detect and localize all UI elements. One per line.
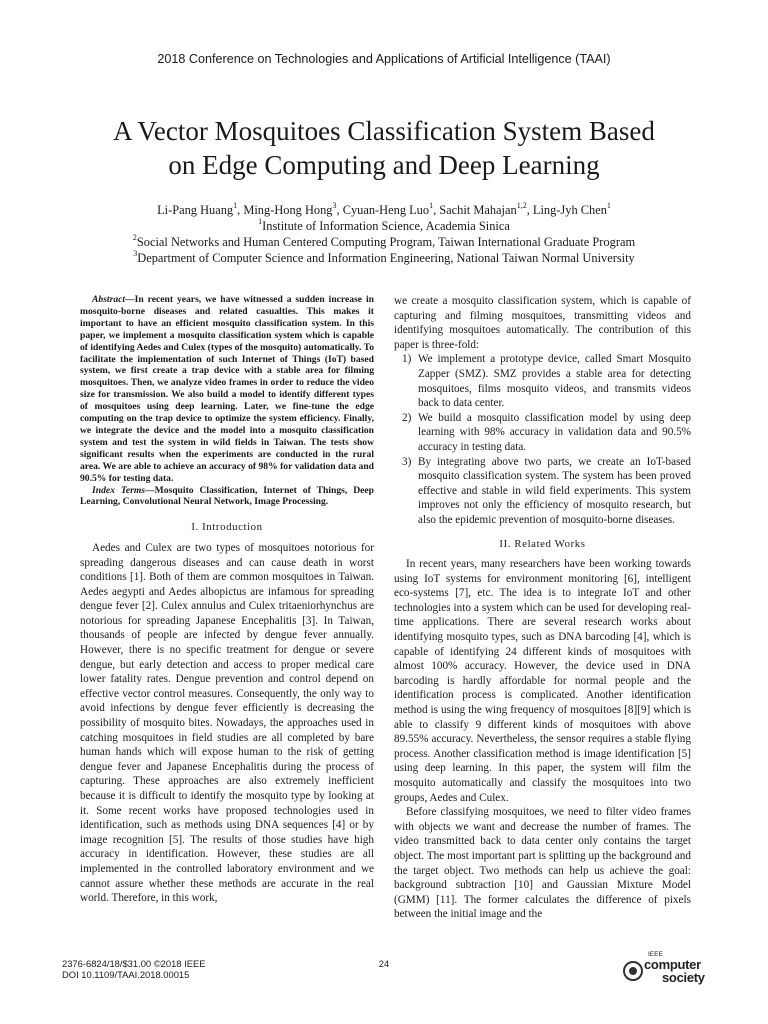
section-heading-related-works: II. Related Works <box>499 537 586 550</box>
affiliation-mark: 1 <box>258 216 263 226</box>
logo-ieee-text: IEEE <box>648 951 663 958</box>
list-number: 3) <box>402 455 412 468</box>
author-affiliation-mark: 1,2 <box>516 200 527 210</box>
affiliation <box>40 218 728 234</box>
abstract <box>80 294 374 485</box>
list-number: 1) <box>402 353 412 366</box>
list-item <box>394 455 691 528</box>
title-line-1: A Vector Mosquitoes Classification System Based <box>113 116 655 146</box>
related-works-paragraph: In recent years, many researchers have been working towards using IoT systems for environment monitoring [6], intelligent eco-systems [7], etc. The idea is to integrate IoT and other technologies into a system which can be used for developing real-time applications. There are several research works about identifying mosquito types, such as DNA barcoding [4], which is capable of identifying 24 different kinds of mosquitoes with almost 100% accuracy. However, the device used in DNA barcoding is hardly affordable for normal people and the identification process is complicated. Another identification method is using the wing frequency of mosquitoes [8][9] which is able to classify 9 different kinds of mosquitoes with above 89.55% accuracy. Nevertheless, the sensor requires a stable flying process. Another classification method is image identification [5] using deep learning. In this paper, the system will film the mosquito automatically and classify the mosquitoes into two groups, Aedes and Culex. <box>394 558 691 804</box>
author-affiliation-mark: 3 <box>332 200 337 210</box>
affiliation <box>40 250 728 266</box>
list-number: 2) <box>402 411 412 424</box>
list-item <box>394 411 691 455</box>
author-list: Li-Pang Huang$^1$, Ming-Hong Hong$^3$, Cyuan-Heng Luo$^1$, Sachit Mahajan$^{1,2}$, Ling-Jyh Chen$^1$ <box>157 200 611 217</box>
list-item-text: We implement a prototype device, called Smart Mosquito Zapper (SMZ). SMZ provides a stable area for detecting mosquitoes, films mosquito videos, and transmits videos back to data center. <box>418 353 691 410</box>
affiliation-text: Institute of Information Science, Academia Sinica <box>262 219 510 233</box>
list-item-text: We build a mosquito classification model by using deep learning with 98% accuracy in validation data and 90.5% accuracy in testing data. <box>418 411 691 453</box>
copyright-line: 2376-6824/18/$31.00 ©2018 IEEE <box>62 958 206 969</box>
logo-society-text: society <box>662 970 705 985</box>
doi-line: DOI 10.1109/TAAI.2018.00015 <box>62 969 190 980</box>
author-name: Ling-Jyh Chen <box>532 203 607 217</box>
affiliation-mark: 3 <box>133 248 138 258</box>
author-block <box>40 202 728 266</box>
author-name: Li-Pang Huang <box>157 203 234 217</box>
list-item-text: By integrating above two parts, we create an IoT-based mosquito classification system. The system has been proved effective and stable in wild field experiments. This system improves not only the efficiency of mosquito research, but also the epidemic prevention of mosquito-borne diseases. <box>418 455 691 526</box>
affiliation-text: Department of Computer Science and Information Engineering, National Taiwan Normal University <box>137 251 635 265</box>
page-number: 24 <box>378 958 390 969</box>
affiliation-mark: 2 <box>132 232 137 242</box>
contribution-list <box>394 352 691 527</box>
ieee-computer-society-logo <box>622 951 708 989</box>
author-name: Cyuan-Heng Luo <box>342 203 430 217</box>
paper-title <box>40 114 728 182</box>
index-terms-label: Index Terms <box>92 484 146 496</box>
index-terms-text: —Mosquito Classification, Internet of Things, Deep Learning, Convolutional Neural Network, Image Processing. <box>80 484 374 508</box>
author-affiliation-mark: 1 <box>606 200 611 210</box>
logo-computer-text: computer <box>644 957 701 972</box>
left-column <box>80 294 374 906</box>
conference-header: 2018 Conference on Technologies and Applications of Artificial Intelligence (TAAI) <box>157 52 611 66</box>
author-affiliation-mark: 1 <box>233 200 238 210</box>
contribution-intro: we create a mosquito classification system, which is capable of capturing and filming mosquitoes, transmitting videos and identifying mosquitoes automatically. The contribution of this paper is three-fold: <box>394 295 691 351</box>
author-affiliation-mark: 1 <box>429 200 434 210</box>
affiliation-text: Social Networks and Human Centered Computing Program, Taiwan International Graduate Program <box>136 235 636 249</box>
affiliation <box>40 234 728 250</box>
title-line-2: on Edge Computing and Deep Learning <box>168 150 600 180</box>
abstract-label: Abstract <box>92 294 126 305</box>
list-item <box>394 352 691 410</box>
right-column <box>394 294 691 922</box>
section-heading-introduction: I. Introduction <box>191 521 263 534</box>
author-name: Ming-Hong Hong <box>243 203 333 217</box>
author-name: Sachit Mahajan <box>439 203 517 217</box>
introduction-paragraph: Aedes and Culex are two types of mosquitoes notorious for spreading dangerous diseases and can cause death in worst conditions [1]. Both of them are common mosquitoes in Taiwan. Aedes aegypti and Aedes albopictus are infamous for spreading dengue fever [2]. Culex annulus and Culex tritaeniorhynchus are notorious for spreading Japanese Encephalitis [3]. In Taiwan, thousands of people are infected by dengue fever annually. However, there is no specific treatment for dengue or severe dengue, but early detection and access to proper medical care lower fatality rates. Dengue prevention and control depend on effective vector control measures. Consequently, the only way to avoid infections by dengue fever efficiently is decreasing the possibility of mosquito bites. Nowadays, the approaches used in catching mosquitoes in field studies are all completed by bare human hands which will expose human to the risk of getting dengue fever and Japanese Encephalitis during the process of capturing. These approaches are also extremely inefficient because it is difficult to identify the mosquito type by looking at it. Some recent works have proposed technologies used in identification, such as methods using DNA sequences [4] or by image recognition [5]. The results of those studies have high accuracy in identification. However, these studies are all implemented in the controlled laboratory environment and we cannot assure whether these methods are accurate in the real world. Therefore, in this work, <box>80 541 374 905</box>
abstract-text: —In recent years, we have witnessed a sudden increase in mosquito-borne diseases and related casualties. This makes it important to have an efficient mosquito classification system. In this paper, we implement a mosquito classification system which is capable of identifying Aedes and Culex (types of the mosquito) automatically. To facilitate the implementation of such Internet of Things (IoT) based system, we first create a trap device with a stable area for filming mosquitoes. Then, we analyze video frames in order to reduce the video size for transmission. We also build a model to identify different types of mosquitoes using deep learning. Later, we fine-tune the edge computing on the trap device to optimize the system efficiency. Finally, we integrate the device and the model into a mosquito classification system and test the system in wild fields in Taiwan. The tests show significant results when the experiments are conducted in the rural area. We are able to achieve an accuracy of 98% for validation data and 90.5% for testing data. <box>80 294 375 484</box>
index-terms <box>80 485 374 509</box>
related-works-paragraph: Before classifying mosquitoes, we need to filter video frames with objects we want and decrease the number of frames. The video transmitted back to data center only contains the target object. The most important part is splitting up the background and the target object. Two methods can help us achieve the goal: background subtraction [10] and Gaussian Mixture Model (GMM) [11]. The former calculates the difference of pixels between the initial image and the <box>394 806 691 921</box>
computer-society-emblem-icon <box>622 960 644 982</box>
